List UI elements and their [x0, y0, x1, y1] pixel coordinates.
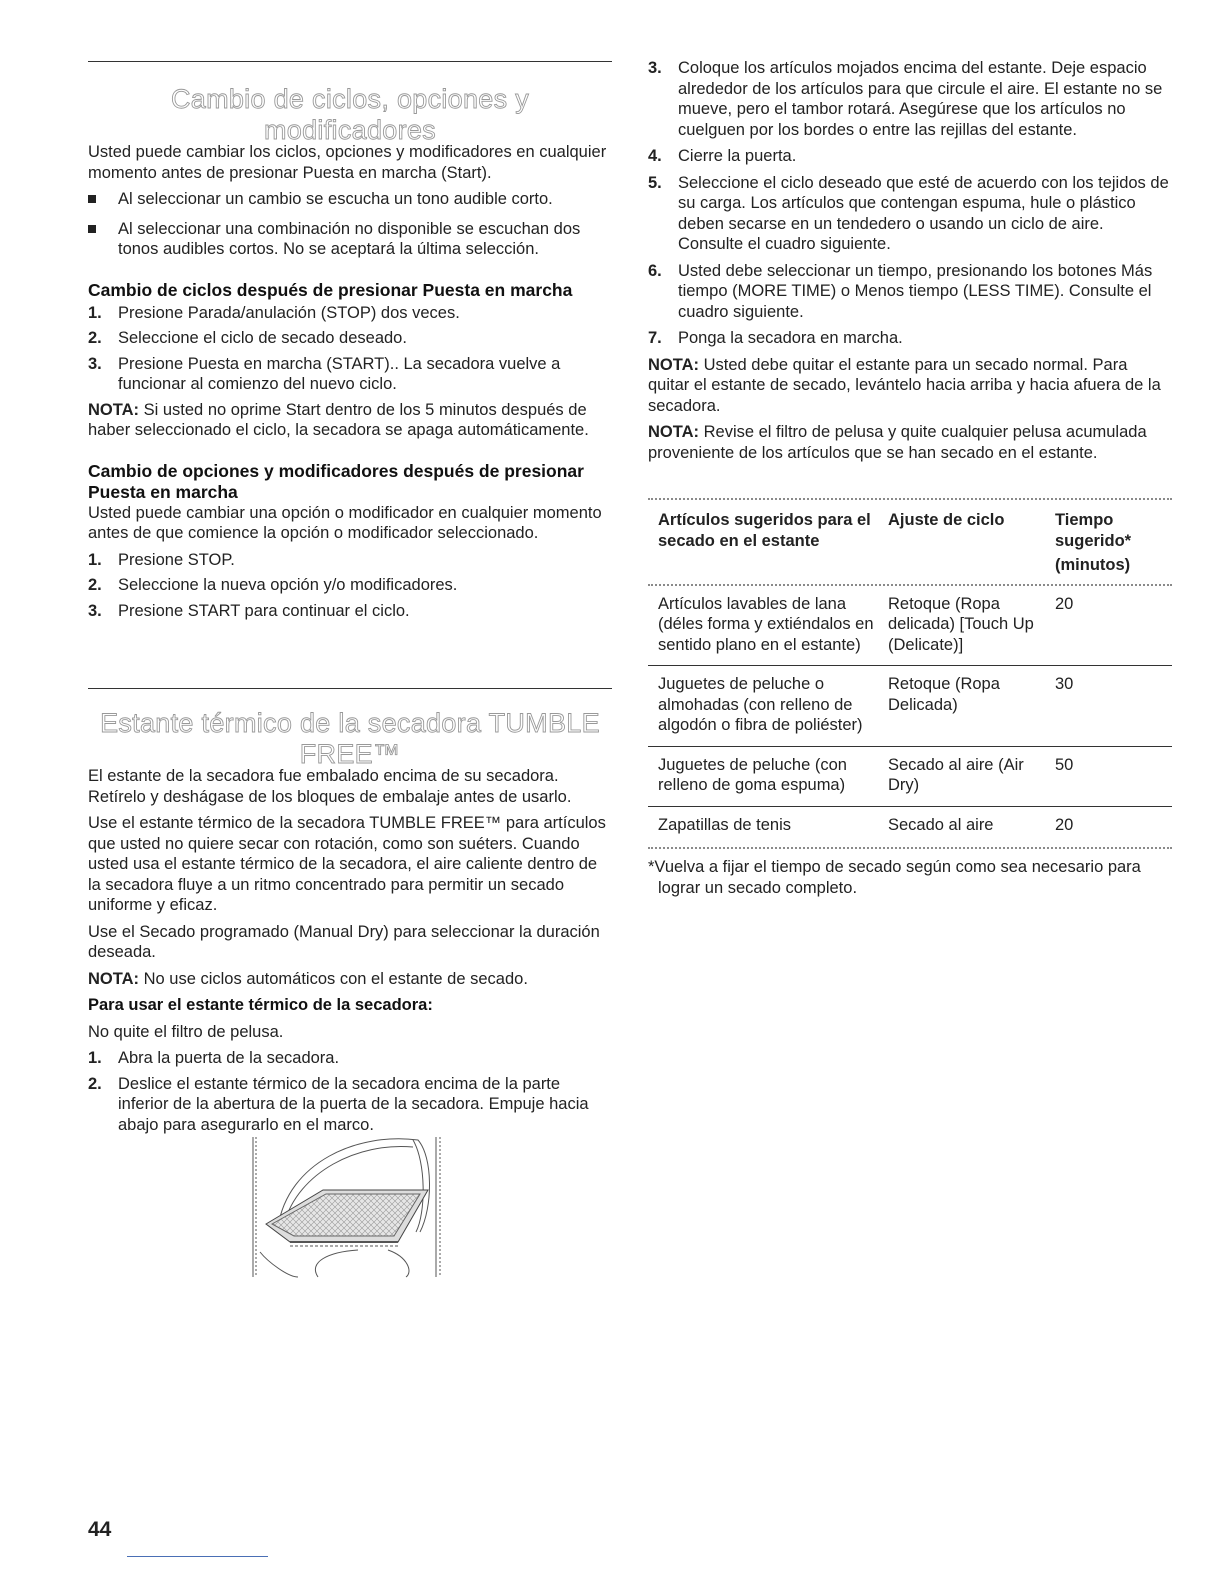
list-item: Al seleccionar una combinación no disponible se escuchan dos tonos audibles cortos. No se aceptará la última selección.: [88, 219, 612, 260]
subheading-change-cycles: Cambio de ciclos después de presionar Puesta en marcha: [88, 279, 573, 300]
list-item: 1. Abra la puerta de la secadora.: [88, 1049, 340, 1067]
subheading-change-options: Cambio de opciones y modificadores después de presionar Puesta en marcha: [88, 460, 584, 502]
list-item: 7. Ponga la secadora en marcha.: [648, 329, 903, 347]
table-header-row: [648, 510, 1172, 576]
section-divider: [88, 61, 612, 62]
note: NOTA: Usted debe quitar el estante para un secado normal. Para quitar el estante de secado, levántelo hacia arriba y hacia afuera de la secadora.: [648, 355, 1161, 415]
list-item: 2. Deslice el estante térmico de la secadora encima de la parte inferior de la abertura de la puerta de la secadora. Empuje hacia abajo para asegurarlo en el marco.: [88, 1074, 589, 1134]
table-row: Zapatillas de tenis Secado al aire 20: [658, 815, 1074, 834]
list-item: 3. Presione START para continuar el ciclo.: [88, 601, 410, 620]
list-item: 3. Coloque los artículos mojados encima del estante. Deje espacio alrededor de los artículos para que circule el aire. El estante no se mueve, pero el tambor rotará. Asegúrese que los artículos no cuelguen por los bordes o entre las rejillas del estante.: [648, 59, 1163, 139]
rack-paragraph: Use el Secado programado (Manual Dry) para seleccionar la duración deseada.: [88, 922, 600, 961]
list-item: 2. Seleccione la nueva opción y/o modificadores.: [88, 576, 458, 594]
drying-rack-illustration: [248, 1132, 448, 1282]
column-header: Ajuste de ciclo: [888, 511, 1005, 529]
how-to-intro: No quite el filtro de pelusa.: [88, 1022, 284, 1041]
bullet-icon: [88, 225, 96, 233]
suggested-items-table: [648, 498, 1172, 898]
options-intro: Usted puede cambiar una opción o modificador en cualquier momento antes de que comience la opción o modificador seleccionado.: [88, 503, 602, 542]
list-item: 4. Cierre la puerta.: [648, 147, 797, 165]
section-title-drying-rack: Estante térmico de la secadora TUMBLE FREE™: [100, 708, 600, 769]
list-item: 1. Presione STOP.: [88, 550, 235, 569]
note: NOTA: No use ciclos automáticos con el estante de secado.: [88, 969, 528, 988]
table-row: Artículos lavables de lana (déles forma y extiéndalos en sentido plano en el estante) Retoque (Ropa delicada) [Touch Up (Delicate)] 20: [648, 586, 1172, 666]
footer-rule: [127, 1556, 268, 1557]
list-item: 2. Seleccione el ciclo de secado deseado.: [88, 329, 407, 347]
section-divider: [88, 688, 612, 689]
rack-paragraph: Use el estante térmico de la secadora TUMBLE FREE™ para artículos que usted no quiere secar con rotación, como son suéters. Cuando usted usa el estante térmico de la secadora, el aire caliente dentro de la secadora fluye a un ritmo concentrado para permitir un secado uniforme y eficaz.: [88, 814, 606, 914]
table-footnote: *Vuelva a fijar el tiempo de secado según como sea necesario para lograr un secado completo.: [648, 858, 1141, 897]
list-item: 6. Usted debe seleccionar un tiempo, presionando los botones Más tiempo (MORE TIME) o Menos tiempo (LESS TIME). Consulte el cuadro siguiente.: [648, 261, 1153, 321]
table-divider: [648, 498, 1172, 500]
column-header: Artículos sugeridos para el secado en el estante: [658, 511, 871, 550]
list-item: 3. Presione Puesta en marcha (START).. La secadora vuelve a funcionar al comienzo del nuevo ciclo.: [88, 354, 561, 393]
list-item: 5. Seleccione el ciclo deseado que esté de acuerdo con los tejidos de su carga. Los artículos que contengan espuma, hule o plástico deben secarse en un tendedero o usando un ciclo de aire. Consulte el cuadro siguiente.: [648, 173, 1169, 253]
cycles-intro: Usted puede cambiar los ciclos, opciones y modificadores en cualquier momento antes de presionar Puesta en marcha (Start).: [88, 143, 607, 182]
list-item: 1. Presione Parada/anulación (STOP) dos veces.: [88, 303, 460, 322]
list-item: Al seleccionar un cambio se escucha un tono audible corto.: [88, 189, 612, 210]
note: NOTA: Si usted no oprime Start dentro de los 5 minutos después de haber seleccionado el ciclo, la secadora se apaga automáticamente.: [88, 400, 589, 439]
bullet-icon: [88, 195, 96, 203]
table-divider: [648, 847, 1172, 849]
table-row: Juguetes de peluche o almohadas (con relleno de algodón o fibra de poliéster) Retoque (Ropa Delicada) 30: [648, 666, 1172, 747]
note: NOTA: Revise el filtro de pelusa y quite cualquier pelusa acumulada proveniente de los artículos que se han secado en el estante.: [648, 423, 1147, 462]
table-row: Juguetes de peluche (con relleno de goma espuma) Secado al aire (Air Dry) 50: [648, 746, 1172, 806]
page-number: 44: [88, 1518, 112, 1541]
rack-paragraph: El estante de la secadora fue embalado encima de su secadora. Retírelo y deshágase de los bloques de embalaje antes de usarlo.: [88, 767, 572, 806]
column-header: Tiempo sugerido* (minutos): [1055, 511, 1132, 574]
subheading-how-to-use: Para usar el estante térmico de la secadora:: [88, 996, 433, 1014]
section-title-cycles: Cambio de ciclos, opciones y modificadores: [170, 84, 530, 145]
